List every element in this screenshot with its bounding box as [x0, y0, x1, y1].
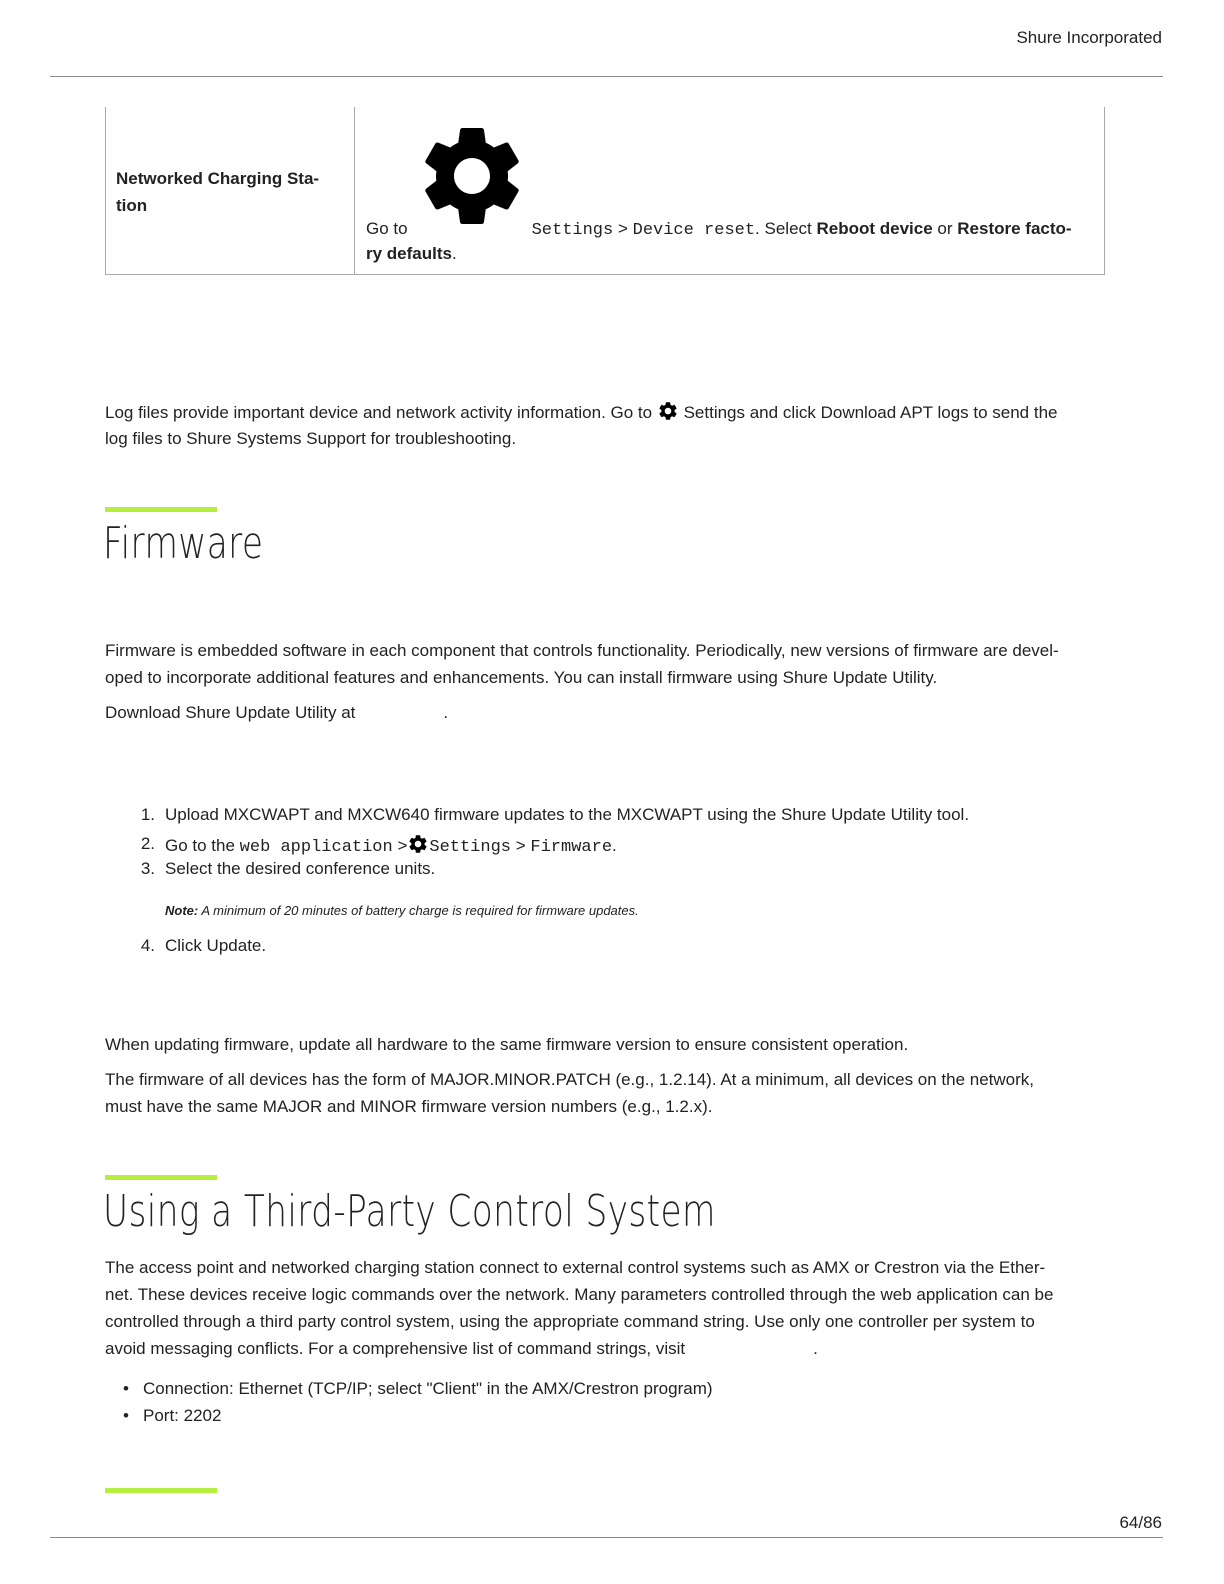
step-1: Upload MXCWAPT and MXCW640 firmware updates to the MXCWAPT using the Shure Update Utility tool.	[165, 805, 970, 824]
step-number-4: 4.	[140, 936, 155, 955]
logs-text-a: Log files provide important device and network activity information. Go to	[105, 403, 653, 422]
restore-period: .	[451, 244, 457, 263]
path-settings: Settings	[531, 221, 614, 240]
step-2-web-app: web application	[239, 838, 393, 857]
third-party-line-3: controlled through a third party control system, using the appropriate command string. Use only one controller per system to	[105, 1312, 1035, 1331]
step-2-firmware: Firmware	[530, 838, 613, 857]
gear-icon	[657, 400, 679, 422]
table-column-divider	[354, 107, 355, 275]
firmware-intro-line-2: oped to incorporate additional features and enhancements. You can install firmware using Shure Update Utility.	[105, 668, 938, 687]
header-company: Shure Incorporated	[1016, 28, 1162, 47]
section-accent-bar	[105, 507, 217, 512]
gear-icon	[407, 833, 429, 855]
select-text: . Select	[755, 219, 812, 238]
step-2-period: .	[612, 836, 617, 855]
step-2-text: Go to the	[165, 836, 235, 855]
step-4: Click Update.	[165, 936, 267, 955]
step-number-2: 2.	[140, 834, 155, 853]
path-device-reset: Device reset	[632, 221, 756, 240]
bullet-connection: Connection: Ethernet (TCP/IP; select "Client" in the AMX/Crestron program)	[143, 1379, 713, 1398]
table-instruction-line2	[366, 242, 457, 266]
step-3: Select the desired conference units.	[165, 859, 436, 878]
note-label: Note:	[165, 903, 199, 918]
bullet-port: Port: 2202	[143, 1406, 222, 1425]
download-text: Download Shure Update Utility at	[105, 703, 356, 722]
logs-text-b: Settings and click Download APT logs to send the	[683, 403, 1058, 422]
third-party-line-1: The access point and networked charging station connect to external control systems such as AMX or Crestron via the Ether-	[105, 1258, 1046, 1277]
third-party-line-2: net. These devices receive logic commands over the network. Many parameters controlled through the web application can be	[105, 1285, 1054, 1304]
logs-line-1	[105, 399, 1115, 426]
section-accent-bar	[105, 1175, 217, 1180]
restore-text-1: Restore facto-	[957, 219, 1072, 238]
download-line	[105, 699, 1115, 726]
footer-rule	[50, 1537, 1163, 1538]
firmware-heading: Firmware	[103, 518, 264, 569]
third-party-text-4: avoid messaging conflicts. For a comprehensive list of command strings, visit	[105, 1339, 686, 1358]
table-row-label: Networked Charging Sta- tion	[116, 169, 320, 215]
go-to-text: Go to	[366, 219, 408, 238]
download-period: .	[443, 703, 449, 722]
step-2	[165, 833, 617, 857]
third-party-heading: Using a Third-Party Control System	[103, 1186, 716, 1237]
section-accent-bar	[105, 1488, 217, 1493]
firmware-version-line-1: The firmware of all devices has the form of MAJOR.MINOR.PATCH (e.g., 1.2.14). At a minimum, all devices on the network,	[105, 1070, 1035, 1089]
step-2-settings: Settings	[429, 838, 511, 857]
table-instruction-line1	[366, 217, 1072, 243]
restore-text-2: ry defaults	[366, 244, 452, 263]
third-party-period: .	[813, 1339, 818, 1358]
firmware-consistency: When updating firmware, update all hardware to the same firmware version to ensure consistent operation.	[105, 1035, 909, 1054]
bullet-marker: •	[123, 1406, 129, 1425]
step-2-separator-2: >	[515, 836, 526, 855]
firmware-intro-line-1: Firmware is embedded software in each component that controls functionality. Periodically, new versions of firmware are devel-	[105, 641, 1059, 660]
step-number-1: 1.	[140, 805, 155, 824]
step-number-3: 3.	[140, 859, 155, 878]
page-number: 64/86	[1119, 1513, 1162, 1532]
path-separator: >	[617, 219, 628, 238]
firmware-version-line-2: must have the same MAJOR and MINOR firmware version numbers (e.g., 1.2.x).	[105, 1097, 713, 1116]
third-party-line-4	[105, 1335, 1115, 1362]
or-text: or	[937, 219, 953, 238]
reboot-device-text: Reboot device	[816, 219, 933, 238]
logs-line-2: log files to Shure Systems Support for troubleshooting.	[105, 429, 517, 448]
bullet-marker: •	[123, 1379, 129, 1398]
step-2-separator: >	[397, 836, 408, 855]
firmware-note	[165, 903, 639, 918]
header-rule	[50, 76, 1163, 77]
note-text: A minimum of 20 minutes of battery charge is required for firmware updates.	[201, 903, 639, 918]
